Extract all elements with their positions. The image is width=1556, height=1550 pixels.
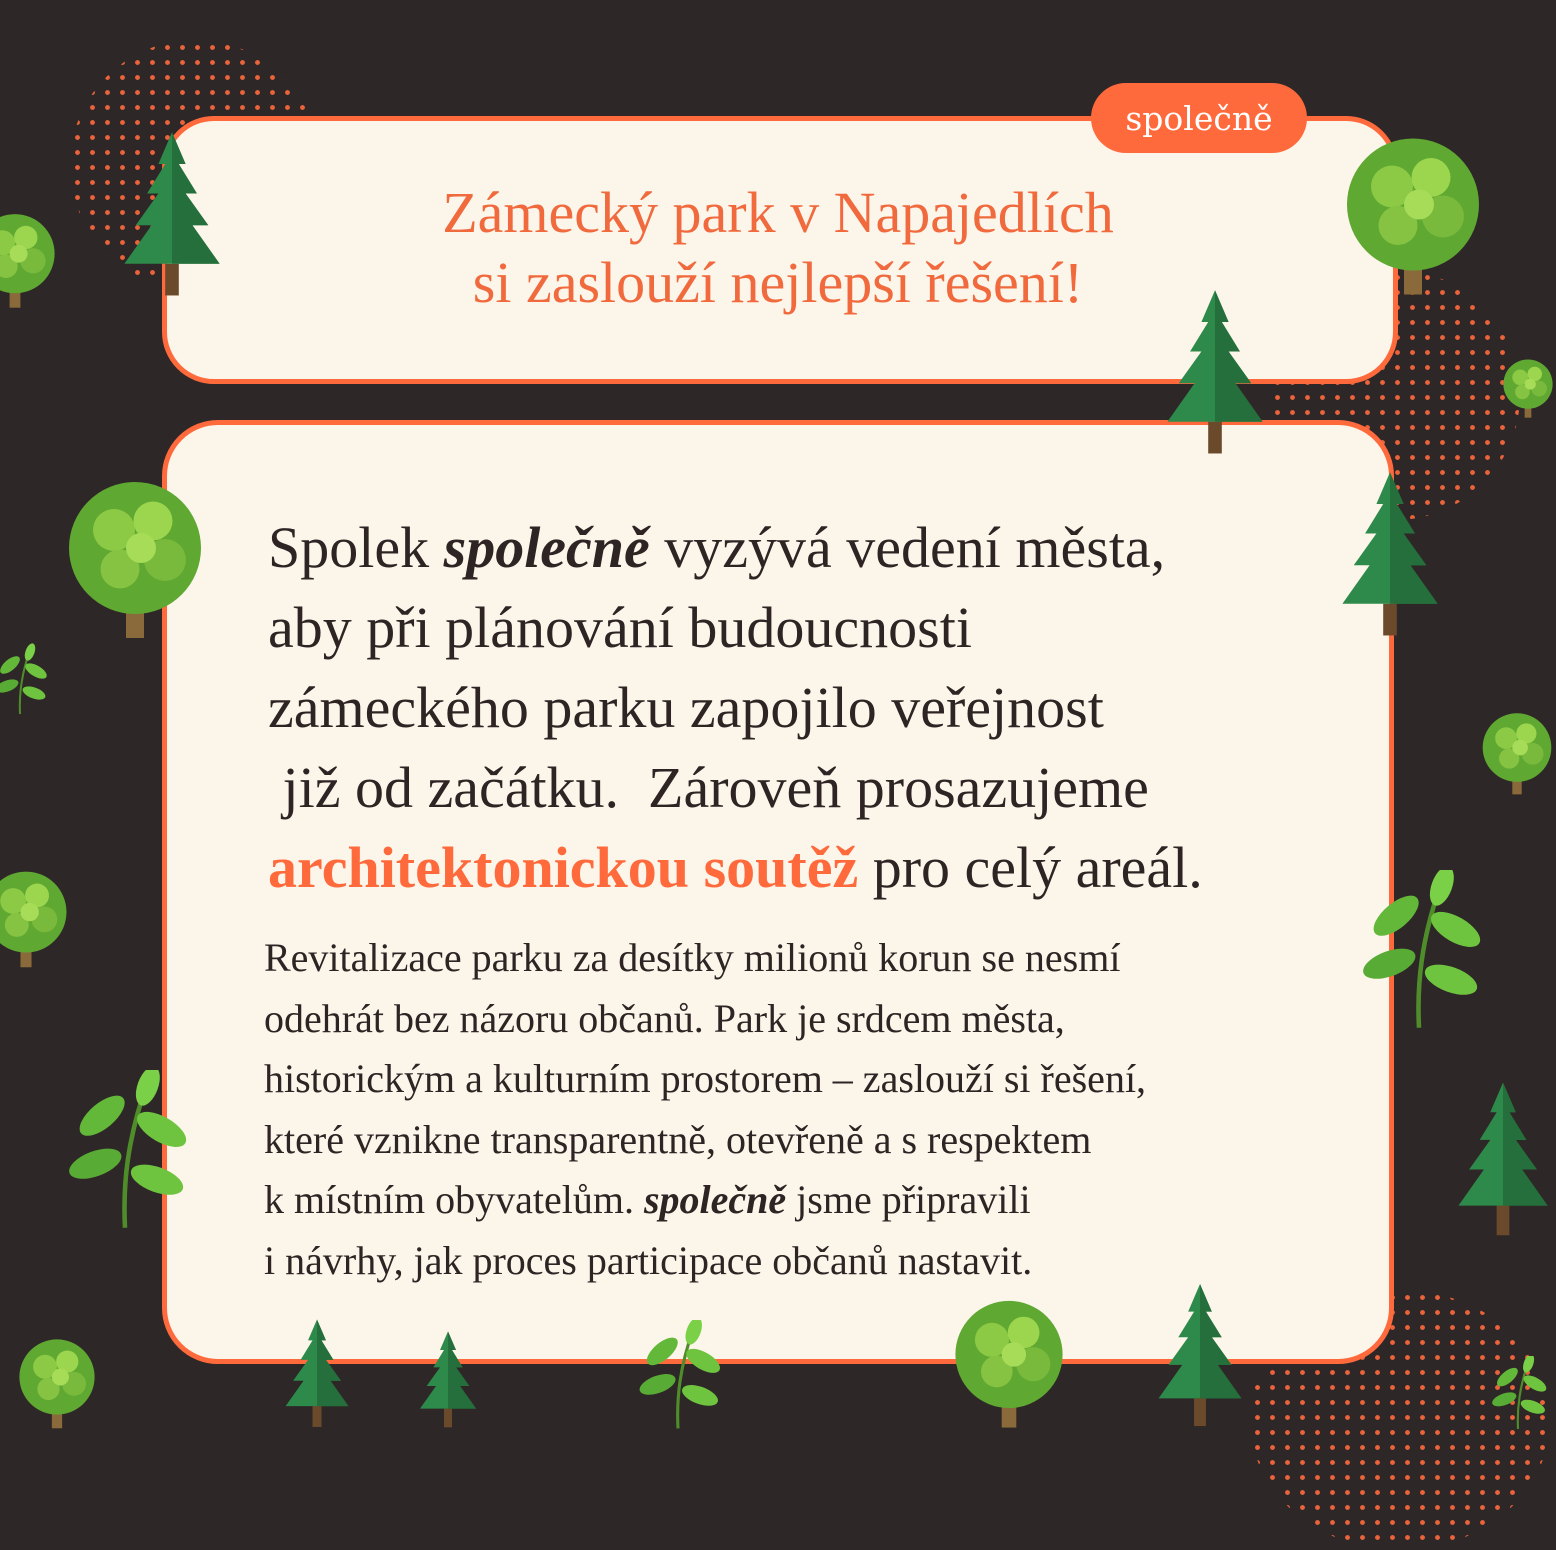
body-line-2: odehrát bez názoru občanů. Park je srdcem města, bbox=[264, 995, 1065, 1041]
bush-tree-icon bbox=[1500, 318, 1556, 458]
pine-tree-icon bbox=[112, 130, 232, 300]
body-line-6: i návrhy, jak proces participace občanů nastavit. bbox=[264, 1237, 1033, 1283]
body-line-1: Revitalizace parku za desítky milionů korun se nesmí bbox=[264, 935, 1121, 980]
bush-tree-icon bbox=[936, 1296, 1082, 1430]
leaf-branch-icon bbox=[1480, 1356, 1556, 1430]
bush-tree-icon bbox=[1478, 668, 1556, 838]
bush-tree-icon bbox=[0, 1336, 114, 1430]
lead-line-3: zámeckého parku zapojilo veřejnost bbox=[268, 675, 1104, 740]
pine-tree-icon bbox=[1140, 1282, 1260, 1430]
lead-paragraph bbox=[268, 508, 1348, 908]
body-line-4: které vznikne transparentně, otevřeně a s respektem bbox=[264, 1116, 1092, 1162]
lead-text: Spolek bbox=[268, 515, 444, 580]
lead-text: pro celý areál. bbox=[858, 835, 1203, 900]
bush-tree-icon bbox=[0, 836, 72, 1001]
lead-line-4: již od začátku. Zároveň prosazujeme bbox=[268, 755, 1149, 820]
leaf-branch-icon bbox=[1344, 870, 1494, 1030]
bush-tree-icon bbox=[60, 476, 210, 641]
bush-tree-icon bbox=[1338, 130, 1488, 300]
brand-name: společně bbox=[443, 515, 650, 580]
body-text: jsme připravili bbox=[786, 1177, 1031, 1222]
leaf-branch-icon bbox=[50, 1070, 200, 1230]
pine-tree-icon bbox=[1450, 1075, 1556, 1245]
title-line-2: si zaslouží nejlepší řešení! bbox=[472, 250, 1084, 315]
lead-line-2: aby při plánování budoucnosti bbox=[268, 595, 972, 660]
lead-line-1 bbox=[268, 508, 1348, 588]
pine-tree-icon bbox=[398, 1330, 498, 1430]
body-paragraph bbox=[264, 928, 1344, 1291]
brand-badge-label: společně bbox=[1125, 98, 1273, 138]
title-line-1: Zámecký park v Napajedlích bbox=[442, 180, 1114, 245]
leaf-branch-icon bbox=[608, 1320, 748, 1430]
lead-line-5 bbox=[268, 828, 1348, 908]
page-title bbox=[300, 178, 1256, 318]
bush-tree-icon bbox=[0, 190, 60, 330]
brand-badge bbox=[1091, 83, 1307, 153]
pine-tree-icon bbox=[262, 1318, 372, 1430]
pine-tree-icon bbox=[1150, 288, 1280, 458]
body-text: k místním obyvatelům. bbox=[264, 1177, 644, 1222]
highlight-competition: architektonickou soutěž bbox=[268, 835, 859, 900]
body-line-5 bbox=[264, 1170, 1344, 1231]
lead-text: vyzývá vedení města, bbox=[649, 515, 1166, 580]
brand-name: společně bbox=[643, 1177, 787, 1222]
leaf-branch-icon bbox=[0, 610, 50, 750]
body-line-3: historickým a kulturním prostorem – zaslouží si řešení, bbox=[264, 1056, 1147, 1101]
pine-tree-icon bbox=[1325, 470, 1455, 640]
